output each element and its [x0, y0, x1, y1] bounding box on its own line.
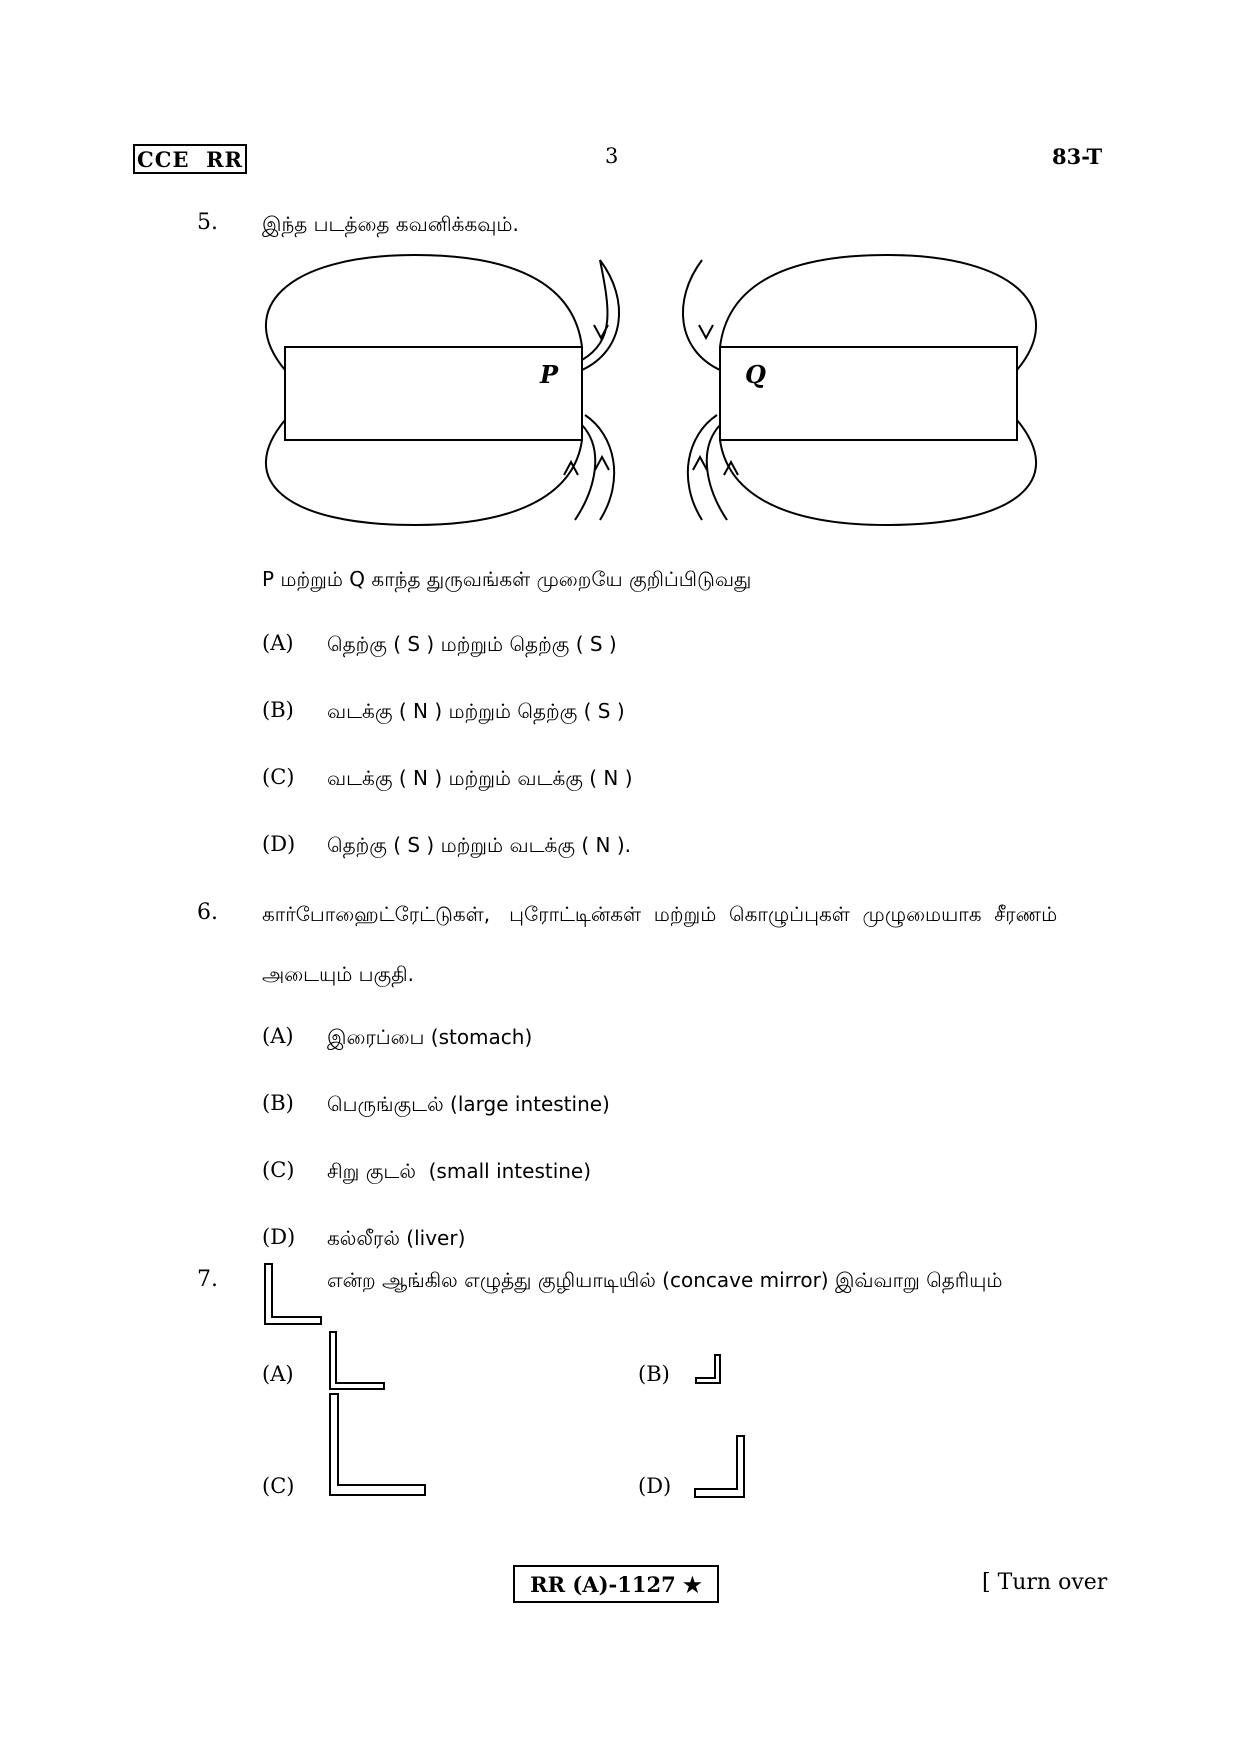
- q5-question-line: P மற்றும் Q காந்த துருவங்கள் முறையே குறிப்பிடுவது: [262, 567, 752, 591]
- q6-option-b-text: பெருங்குடல் (large intestine): [327, 1092, 610, 1116]
- q7-option-b-label: (B): [638, 1362, 670, 1386]
- q6-option-c-text: சிறு குடல் (small intestine): [327, 1159, 592, 1183]
- q6-option-b-label: (B): [262, 1091, 294, 1115]
- q6-number: 6.: [197, 900, 218, 925]
- q7-option-c-label: (C): [262, 1474, 295, 1498]
- field-line: [582, 260, 619, 370]
- field-line: [585, 415, 614, 520]
- q7-number: 7.: [197, 1267, 218, 1292]
- q5-option-c-text: வடக்கு ( N ) மற்றும் வடக்கு ( N ): [327, 766, 633, 790]
- q5-option-a-text: தெற்கு ( S ) மற்றும் தெற்கு ( S ): [327, 632, 617, 656]
- magnet-p-label: P: [540, 360, 559, 389]
- field-line: [720, 255, 1036, 370]
- q7-option-a-label: (A): [262, 1362, 294, 1386]
- q5-number: 5.: [197, 210, 218, 235]
- magnet-p: [285, 347, 582, 440]
- arrow-head: [564, 462, 578, 475]
- q6-text-line1: கார்போஹைட்ரேட்டுகள், புரோட்டின்கள் மற்றும் கொழுப்புகள் முழுமையாக சீரணம்: [262, 902, 1058, 926]
- footer-code-box: [513, 1565, 719, 1603]
- q5-option-d-label: (D): [262, 832, 296, 856]
- page-number: 3: [605, 144, 619, 168]
- q6-option-d-text: கல்லீரல் (liver): [327, 1226, 466, 1250]
- magnet-field-diagram: [255, 250, 1055, 530]
- field-line: [720, 420, 1036, 525]
- arrow-head: [724, 462, 738, 475]
- subject-code: 83-T: [1052, 144, 1103, 169]
- q6-option-d-label: (D): [262, 1225, 296, 1249]
- magnet-q-label: Q: [745, 360, 766, 389]
- q7-option-b-figure: [693, 1353, 723, 1387]
- q7-option-c-figure: [328, 1392, 428, 1498]
- arrow-head: [699, 325, 713, 338]
- letter-l-figure: [263, 1262, 323, 1326]
- q6-option-a-text: இரைப்பை (stomach): [327, 1025, 533, 1049]
- q6-text-line2: அடையும் பகுதி.: [262, 962, 414, 986]
- field-line: [266, 255, 582, 370]
- q7-option-d-figure: [693, 1434, 747, 1500]
- q6-option-c-label: (C): [262, 1158, 295, 1182]
- q5-option-b-text: வடக்கு ( N ) மற்றும் தெற்கு ( S ): [327, 699, 625, 723]
- q5-option-a-label: (A): [262, 631, 294, 655]
- paper-code-box: [133, 144, 247, 174]
- paper-code: CCE RR: [137, 146, 243, 172]
- arrow-head: [693, 457, 707, 470]
- field-line: [688, 415, 717, 520]
- field-line: [683, 260, 720, 370]
- q5-option-c-label: (C): [262, 765, 295, 789]
- q7-option-a-figure: [328, 1330, 386, 1392]
- q5-option-b-label: (B): [262, 698, 294, 722]
- q7-option-d-label: (D): [638, 1474, 672, 1498]
- arrow-head: [595, 457, 609, 470]
- q7-text: என்ற ஆங்கில எழுத்து குழியாடியில் (concave mirror) இவ்வாறு தெரியும்: [327, 1268, 1003, 1292]
- q6-option-a-label: (A): [262, 1024, 294, 1048]
- q5-text: இந்த படத்தை கவனிக்கவும்.: [262, 212, 519, 236]
- turn-over-note: [ Turn over: [982, 1570, 1108, 1595]
- q5-option-d-text: தெற்கு ( S ) மற்றும் வடக்கு ( N ).: [327, 833, 631, 857]
- field-line: [266, 420, 582, 525]
- footer-code: RR (A)-1127 ★: [530, 1571, 702, 1597]
